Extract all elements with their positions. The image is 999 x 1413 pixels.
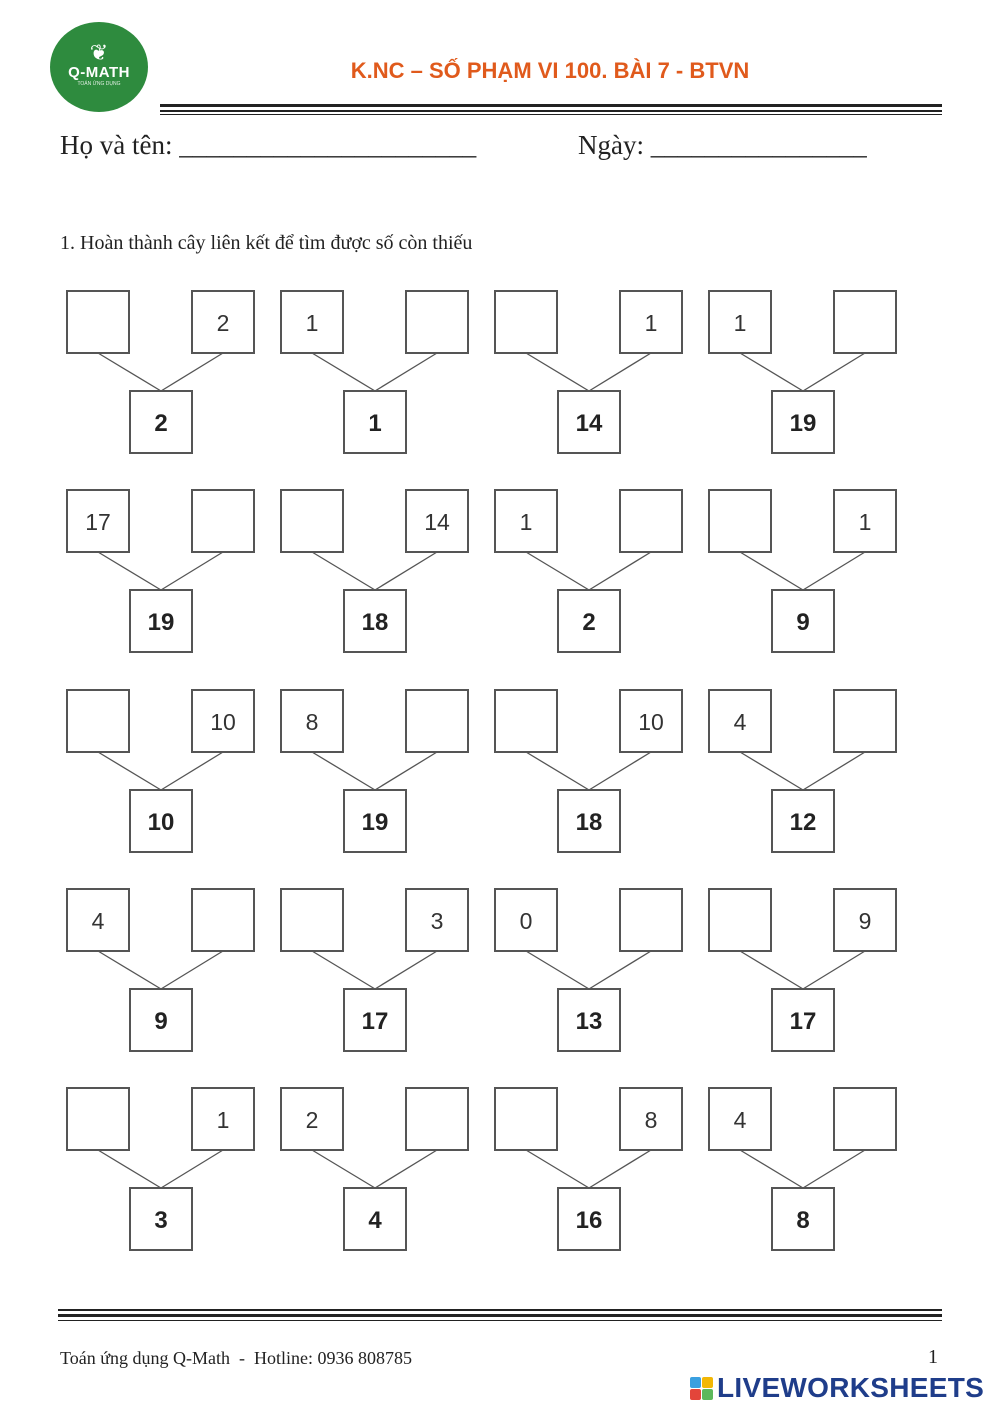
whole-value: 18 — [361, 609, 389, 636]
whole-value: 17 — [361, 1008, 389, 1035]
left-part-value: 8 — [305, 709, 319, 735]
left-part-value: 4 — [91, 908, 105, 934]
left-part-box[interactable] — [495, 690, 557, 752]
bond-line — [375, 1150, 437, 1188]
logo-tagline: TOÁN ỨNG DỤNG — [77, 80, 121, 87]
bond-line — [740, 552, 803, 590]
bond-line — [312, 1150, 375, 1188]
right-part-value: 1 — [216, 1107, 230, 1133]
logo-text: Q-MATH — [68, 63, 130, 81]
bond-line — [589, 752, 651, 790]
left-part-box[interactable] — [281, 889, 343, 951]
right-part-box[interactable] — [834, 1088, 896, 1150]
bond-line — [161, 951, 223, 989]
bond-line — [375, 353, 437, 391]
whole-value: 16 — [575, 1207, 603, 1234]
whole-value: 19 — [361, 809, 389, 836]
bond-line — [740, 951, 803, 989]
left-part-value: 4 — [733, 709, 747, 735]
left-part-box[interactable] — [709, 889, 771, 951]
bond-line — [98, 951, 161, 989]
bond-line — [161, 552, 223, 590]
bond-line — [803, 552, 865, 590]
bond-line — [312, 951, 375, 989]
bond-line — [375, 752, 437, 790]
right-part-box[interactable] — [834, 291, 896, 353]
bond-line — [526, 353, 589, 391]
whole-value: 13 — [575, 1008, 603, 1035]
bond-line — [589, 552, 651, 590]
bond-line — [526, 951, 589, 989]
whole-value: 8 — [796, 1207, 810, 1234]
bond-line — [375, 552, 437, 590]
right-part-value: 9 — [858, 908, 872, 934]
right-part-box[interactable] — [834, 690, 896, 752]
left-part-box[interactable] — [495, 291, 557, 353]
left-part-box[interactable] — [67, 1088, 129, 1150]
bond-line — [98, 353, 161, 391]
bond-line — [161, 353, 223, 391]
footer-rule — [58, 1309, 942, 1311]
bond-line — [803, 1150, 865, 1188]
bird-icon: ❦ — [89, 39, 109, 65]
bond-line — [375, 951, 437, 989]
left-part-value: 1 — [733, 310, 747, 336]
left-part-box[interactable] — [67, 291, 129, 353]
left-part-value: 1 — [519, 509, 533, 535]
bond-line — [803, 951, 865, 989]
bond-line — [312, 752, 375, 790]
right-part-value: 8 — [644, 1107, 658, 1133]
whole-value: 19 — [147, 609, 175, 636]
bond-line — [161, 1150, 223, 1188]
bond-line — [98, 752, 161, 790]
whole-value: 14 — [575, 410, 603, 437]
whole-value: 2 — [154, 410, 168, 437]
page-title: K.NC – SỐ PHẠM VI 100. BÀI 7 - BTVN — [350, 58, 750, 83]
bond-line — [526, 752, 589, 790]
whole-value: 1 — [368, 410, 382, 437]
bond-line — [740, 1150, 803, 1188]
whole-value: 3 — [154, 1207, 168, 1234]
liveworksheets-icon — [690, 1377, 713, 1400]
footer-text: Toán ứng dụng Q-Math - Hotline: 0936 808785 — [60, 1348, 412, 1368]
whole-value: 18 — [575, 809, 603, 836]
left-part-box[interactable] — [281, 490, 343, 552]
left-part-value: 17 — [85, 509, 111, 535]
right-part-value: 10 — [210, 709, 236, 735]
whole-value: 12 — [789, 809, 817, 836]
right-part-box[interactable] — [192, 490, 254, 552]
right-part-value: 14 — [424, 509, 450, 535]
left-part-box[interactable] — [709, 490, 771, 552]
bond-line — [98, 1150, 161, 1188]
instruction: 1. Hoàn thành cây liên kết để tìm được số còn thiếu — [60, 232, 473, 254]
bond-line — [740, 752, 803, 790]
footer-rule — [58, 1314, 942, 1317]
right-part-value: 2 — [216, 310, 230, 336]
bond-line — [589, 951, 651, 989]
page-number: 1 — [928, 1346, 938, 1368]
right-part-value: 1 — [858, 509, 872, 535]
bond-line — [312, 353, 375, 391]
bond-line — [589, 1150, 651, 1188]
whole-value: 4 — [368, 1207, 382, 1234]
right-part-value: 3 — [430, 908, 444, 934]
whole-value: 19 — [789, 410, 817, 437]
liveworksheets-watermark — [690, 1372, 984, 1404]
bond-line — [98, 552, 161, 590]
right-part-box[interactable] — [620, 490, 682, 552]
bond-line — [589, 353, 651, 391]
right-part-box[interactable] — [406, 1088, 468, 1150]
bond-line — [803, 752, 865, 790]
right-part-box[interactable] — [406, 291, 468, 353]
bond-line — [740, 353, 803, 391]
date-field[interactable]: Ngày: ________________ — [578, 130, 867, 160]
right-part-box[interactable] — [620, 889, 682, 951]
whole-value: 9 — [154, 1008, 168, 1035]
left-part-value: 0 — [519, 908, 533, 934]
bond-line — [803, 353, 865, 391]
left-part-value: 4 — [733, 1107, 747, 1133]
right-part-value: 10 — [638, 709, 664, 735]
right-part-box[interactable] — [192, 889, 254, 951]
bond-line — [526, 1150, 589, 1188]
left-part-box[interactable] — [495, 1088, 557, 1150]
bond-line — [312, 552, 375, 590]
whole-value: 9 — [796, 609, 810, 636]
left-part-box[interactable] — [67, 690, 129, 752]
watermark-text: LIVEWORKSHEETS — [717, 1372, 985, 1403]
whole-value: 2 — [582, 609, 596, 636]
bond-line — [161, 752, 223, 790]
whole-value: 10 — [147, 809, 175, 836]
left-part-value: 2 — [305, 1107, 319, 1133]
name-field[interactable]: Họ và tên: ______________________ — [60, 130, 477, 160]
whole-value: 17 — [789, 1008, 817, 1035]
bond-line — [526, 552, 589, 590]
right-part-value: 1 — [644, 310, 658, 336]
left-part-value: 1 — [305, 310, 319, 336]
footer-rule — [58, 1320, 942, 1321]
right-part-box[interactable] — [406, 690, 468, 752]
